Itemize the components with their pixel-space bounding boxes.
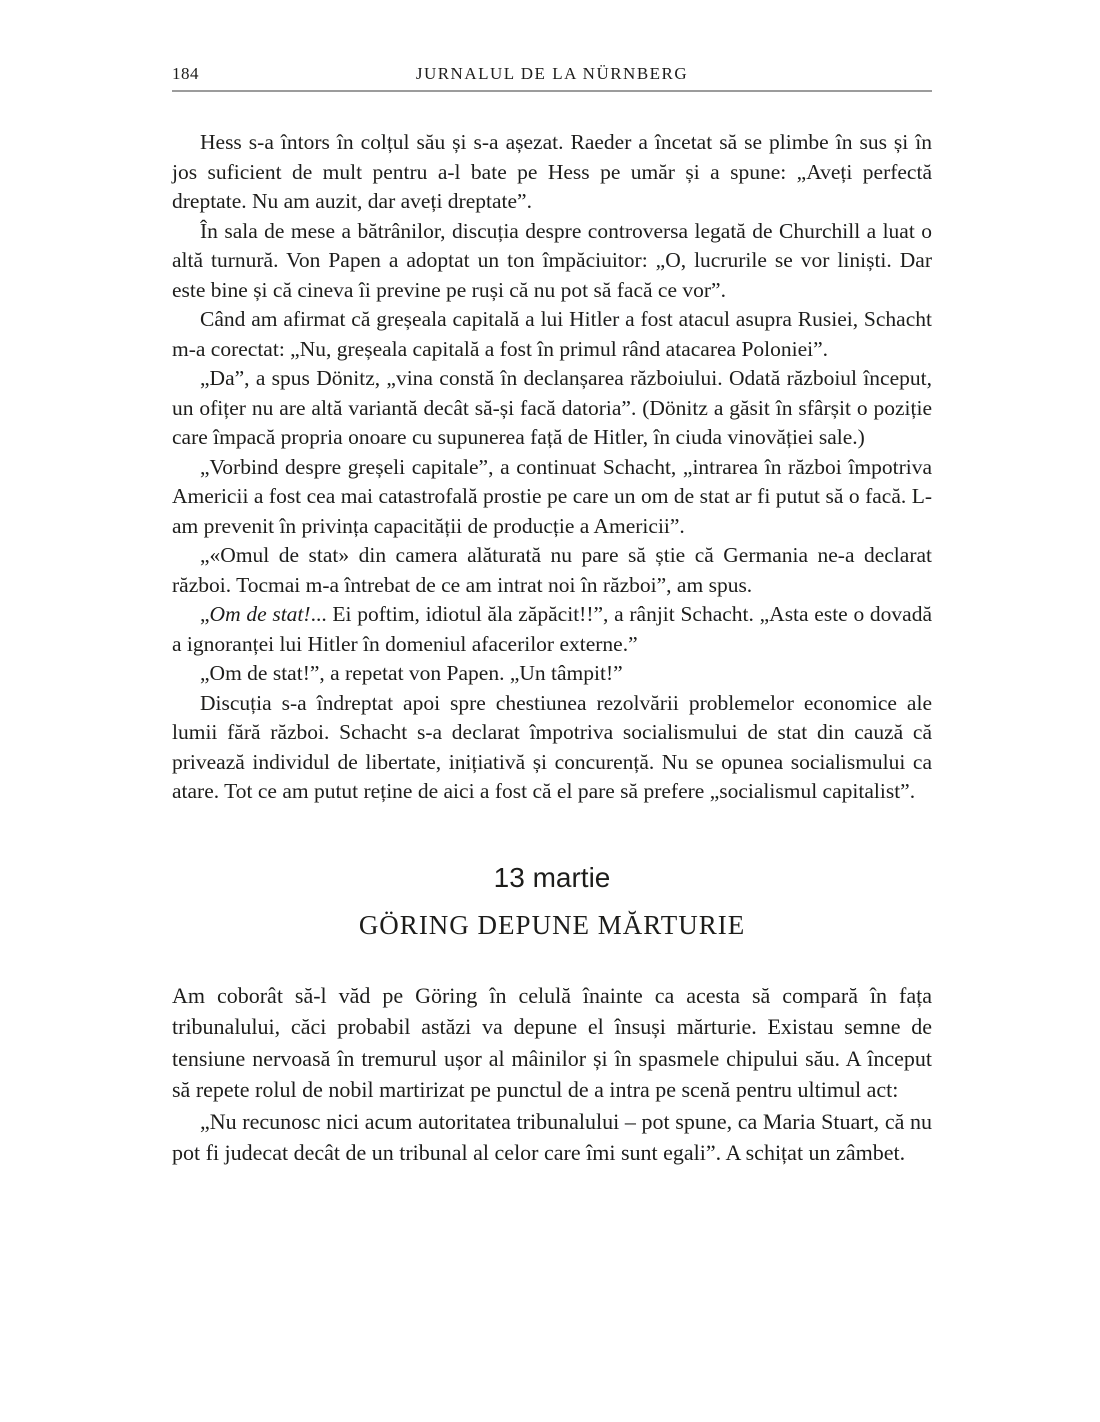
paragraph: „«Omul de stat» din camera alăturată nu pare să știe că Germania ne-a declarat război. Tocmai m-a întrebat de ce am intrat noi în război”, am spus. bbox=[172, 543, 932, 597]
paragraph bbox=[172, 600, 932, 659]
page-content bbox=[172, 64, 932, 1169]
body-text-block-2 bbox=[172, 980, 932, 1169]
section-title: GÖRING DEPUNE MĂRTURIE bbox=[358, 909, 746, 940]
paragraph: Hess s-a întors în colțul său și s-a așezat. Raeder a încetat să se plimbe în sus și în jos suficient de mult pentru a-l bate pe Hess pe umăr și a spune: „Aveți perfectă dreptate. Nu am auzit, dar aveți dreptate”. bbox=[172, 130, 932, 213]
paragraph: „Da”, a spus Dönitz, „vina constă în declanșarea războiului. Odată războiul început, un ofițer nu are altă variantă decât să-și facă datoria”. (Dönitz a găsit în sfârșit o poziție care împacă propria onoare cu supunerea față de Hitler, în ciuda vinovăției sale.) bbox=[172, 366, 932, 449]
paragraph: În sala de mese a bătrânilor, discuția despre controversa legată de Churchill a luat o altă turnură. Von Papen a adoptat un ton împăciuitor: „O, lucrurile se vor liniști. Dar este bine și că cineva îi previne pe ruși că nu pot să facă ce vor”. bbox=[172, 218, 932, 302]
paragraph: Discuția s-a îndreptat apoi spre chestiunea rezolvării problemelor economice ale lumii fără război. Schacht s-a declarat împotriva socialismului de stat din cauză că privează individul de libertate, inițiativă și concurență. Nu se opunea socialismului ca atare. Tot ce am putut reține de aici a fost că el pare să prefere „socialismul capitalist”. bbox=[172, 690, 932, 803]
running-header bbox=[172, 64, 932, 92]
italic-phrase: Om de stat! bbox=[209, 602, 311, 626]
quote-open: „ bbox=[200, 602, 210, 626]
paragraph-rest: ... Ei poftim, idiotul ăla zăpăcit!!”, a rânjit Schacht. „Asta este o dovadă a ignoranței lui Hitler în domeniul afacerilor externe.” bbox=[172, 602, 932, 656]
section-heading bbox=[172, 863, 932, 940]
paragraph: Am coborât să-l văd pe Göring în celulă înainte ca acesta să compară în fața tribunalului, căci probabil astăzi va depune el însuși mărturie. Existau semne de tensiune nervoasă în tremurul ușor al mâinilor și în spasmele chipului său. A început să repete rolul de nobil martirizat pe punctul de a intra pe scenă pentru ultimul act: bbox=[172, 982, 932, 1102]
paragraph: „Om de stat!”, a repetat von Papen. „Un tâmpit!” bbox=[200, 661, 623, 685]
running-title: JURNALUL DE LA NÜRNBERG bbox=[415, 64, 689, 83]
paragraph: „Nu recunosc nici acum autoritatea tribunalului – pot spune, ca Maria Stuart, că nu pot fi judecat decât de un tribunal al celor care îmi sunt egali”. A schițat un zâmbet. bbox=[172, 1108, 932, 1165]
paragraph: „Vorbind despre greșeli capitale”, a continuat Schacht, „intrarea în război împotriva Americii a fost cea mai catastrofală prostie pe care un om de stat ar fi putut să o facă. L-am prevenit în privința capacității de producție a Americii”. bbox=[172, 454, 932, 538]
page-number: 184 bbox=[172, 64, 199, 83]
body-text-block-1 bbox=[172, 128, 932, 807]
section-date: 13 martie bbox=[493, 861, 611, 893]
paragraph: Când am afirmat că greșeala capitală a lui Hitler a fost atacul asupra Rusiei, Schacht m-a corectat: „Nu, greșeala capitală a fost în primul rând atacarea Poloniei”. bbox=[172, 307, 932, 361]
